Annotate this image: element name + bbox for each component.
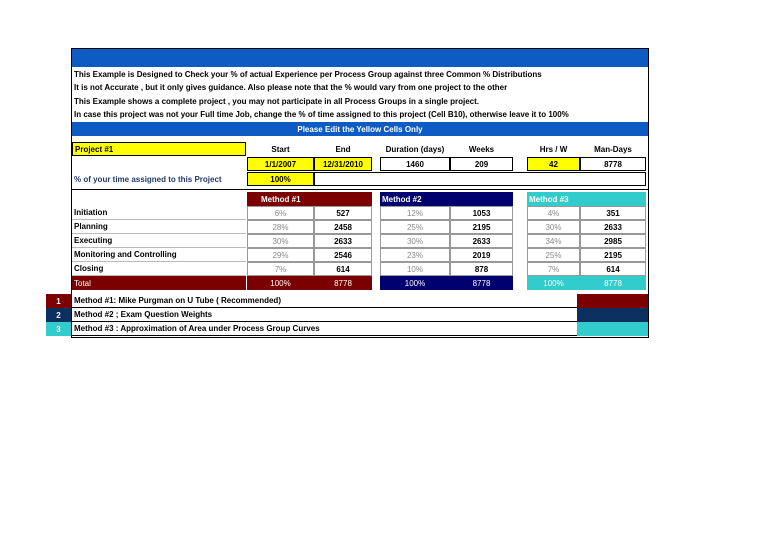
duration-header: Duration (days) — [385, 144, 445, 154]
method3-percent: 25% — [527, 248, 580, 262]
mandays-cell: 8778 — [580, 157, 646, 171]
total-method1-mandays: 8778 — [314, 276, 372, 290]
method2-percent: 23% — [380, 248, 450, 262]
method3-percent: 30% — [527, 220, 580, 234]
method2-mandays: 2019 — [450, 248, 513, 262]
legend-swatch — [577, 308, 648, 322]
mandays-header: Man-Days — [594, 144, 632, 154]
total-method2-mandays: 8778 — [450, 276, 513, 290]
method1-percent: 6% — [247, 206, 314, 220]
legend-text: Method #1: Mike Purgman on U Tube ( Recommended) — [72, 294, 577, 308]
method1-percent: 29% — [247, 248, 314, 262]
method2-percent: 30% — [380, 234, 450, 248]
hrs-cell[interactable]: 42 — [527, 157, 580, 171]
method1-mandays: 527 — [314, 206, 372, 220]
total-method3-percent: 100% — [527, 276, 580, 290]
method2-mandays: 878 — [450, 262, 513, 276]
method1-mandays: 614 — [314, 262, 372, 276]
method2-mandays: 2195 — [450, 220, 513, 234]
method1-mandays: 2546 — [314, 248, 372, 262]
method1-mandays: 2633 — [314, 234, 372, 248]
process-group-name: Closing — [72, 262, 246, 276]
legend-text: Method #2 ; Exam Question Weights — [72, 308, 577, 322]
method1-percent: 7% — [247, 262, 314, 276]
time-assigned-value[interactable]: 100% — [247, 172, 314, 186]
method2-percent: 12% — [380, 206, 450, 220]
total-label: Total — [72, 276, 246, 290]
total-method1-percent: 100% — [247, 276, 314, 290]
process-group-name: Planning — [72, 220, 246, 234]
method1-percent: 30% — [247, 234, 314, 248]
process-group-name: Initiation — [72, 206, 246, 220]
method1-percent: 28% — [247, 220, 314, 234]
method2-header: Method #2 — [380, 192, 513, 206]
duration-cell: 1460 — [380, 157, 450, 171]
method2-percent: 25% — [380, 220, 450, 234]
method3-header: Method #3 — [527, 192, 646, 206]
total-method3-mandays: 8778 — [580, 276, 646, 290]
weeks-cell: 209 — [450, 157, 513, 171]
method3-percent: 7% — [527, 262, 580, 276]
total-method2-percent: 100% — [380, 276, 450, 290]
project-label-cell[interactable]: Project #1 — [72, 142, 246, 156]
weeks-header: Weeks — [468, 144, 495, 154]
method3-percent: 4% — [527, 206, 580, 220]
method2-percent: 10% — [380, 262, 450, 276]
method3-mandays: 2195 — [580, 248, 646, 262]
method2-mandays: 1053 — [450, 206, 513, 220]
legend-number: 3 — [46, 322, 71, 336]
end-date-cell[interactable]: 12/31/2010 — [314, 157, 372, 171]
hrs-header: Hrs / W — [539, 144, 568, 154]
legend-number: 1 — [46, 294, 71, 308]
method1-header: Method #1 — [247, 192, 372, 206]
separator — [72, 189, 648, 190]
method2-mandays: 2633 — [450, 234, 513, 248]
start-header: Start — [271, 144, 290, 154]
legend-swatch — [577, 294, 648, 308]
legend-number: 2 — [46, 308, 71, 322]
method3-mandays: 2985 — [580, 234, 646, 248]
time-assigned-label: % of your time assigned to this Project — [74, 174, 222, 184]
note-line-3: This Example shows a complete project , you may not participate in all Process Groups in a single project. — [74, 97, 479, 106]
top-header-bar — [72, 49, 648, 67]
process-group-name: Monitoring and Controlling — [72, 248, 246, 262]
legend-text: Method #3 : Approximation of Area under Process Group Curves — [72, 322, 577, 336]
edit-banner: Please Edit the Yellow Cells Only — [72, 122, 648, 136]
time-assigned-blank — [314, 172, 646, 186]
note-line-2: It is not Accurate , but it only gives guidance. Also please note that the % would vary from one project to the other — [74, 83, 508, 92]
method3-percent: 34% — [527, 234, 580, 248]
method3-mandays: 614 — [580, 262, 646, 276]
method1-mandays: 2458 — [314, 220, 372, 234]
note-line-1: This Example is Designed to Check your % of actual Experience per Process Group against three Common % Distributions — [74, 70, 542, 79]
end-header: End — [335, 144, 351, 154]
legend-swatch — [577, 322, 648, 336]
method3-mandays: 2633 — [580, 220, 646, 234]
start-date-cell[interactable]: 1/1/2007 — [247, 157, 314, 171]
process-group-name: Executing — [72, 234, 246, 248]
method3-mandays: 351 — [580, 206, 646, 220]
note-line-4: In case this project was not your Full time Job, change the % of time assigned to this project (Cell B10), otherwise leave it to 100% — [74, 110, 569, 119]
